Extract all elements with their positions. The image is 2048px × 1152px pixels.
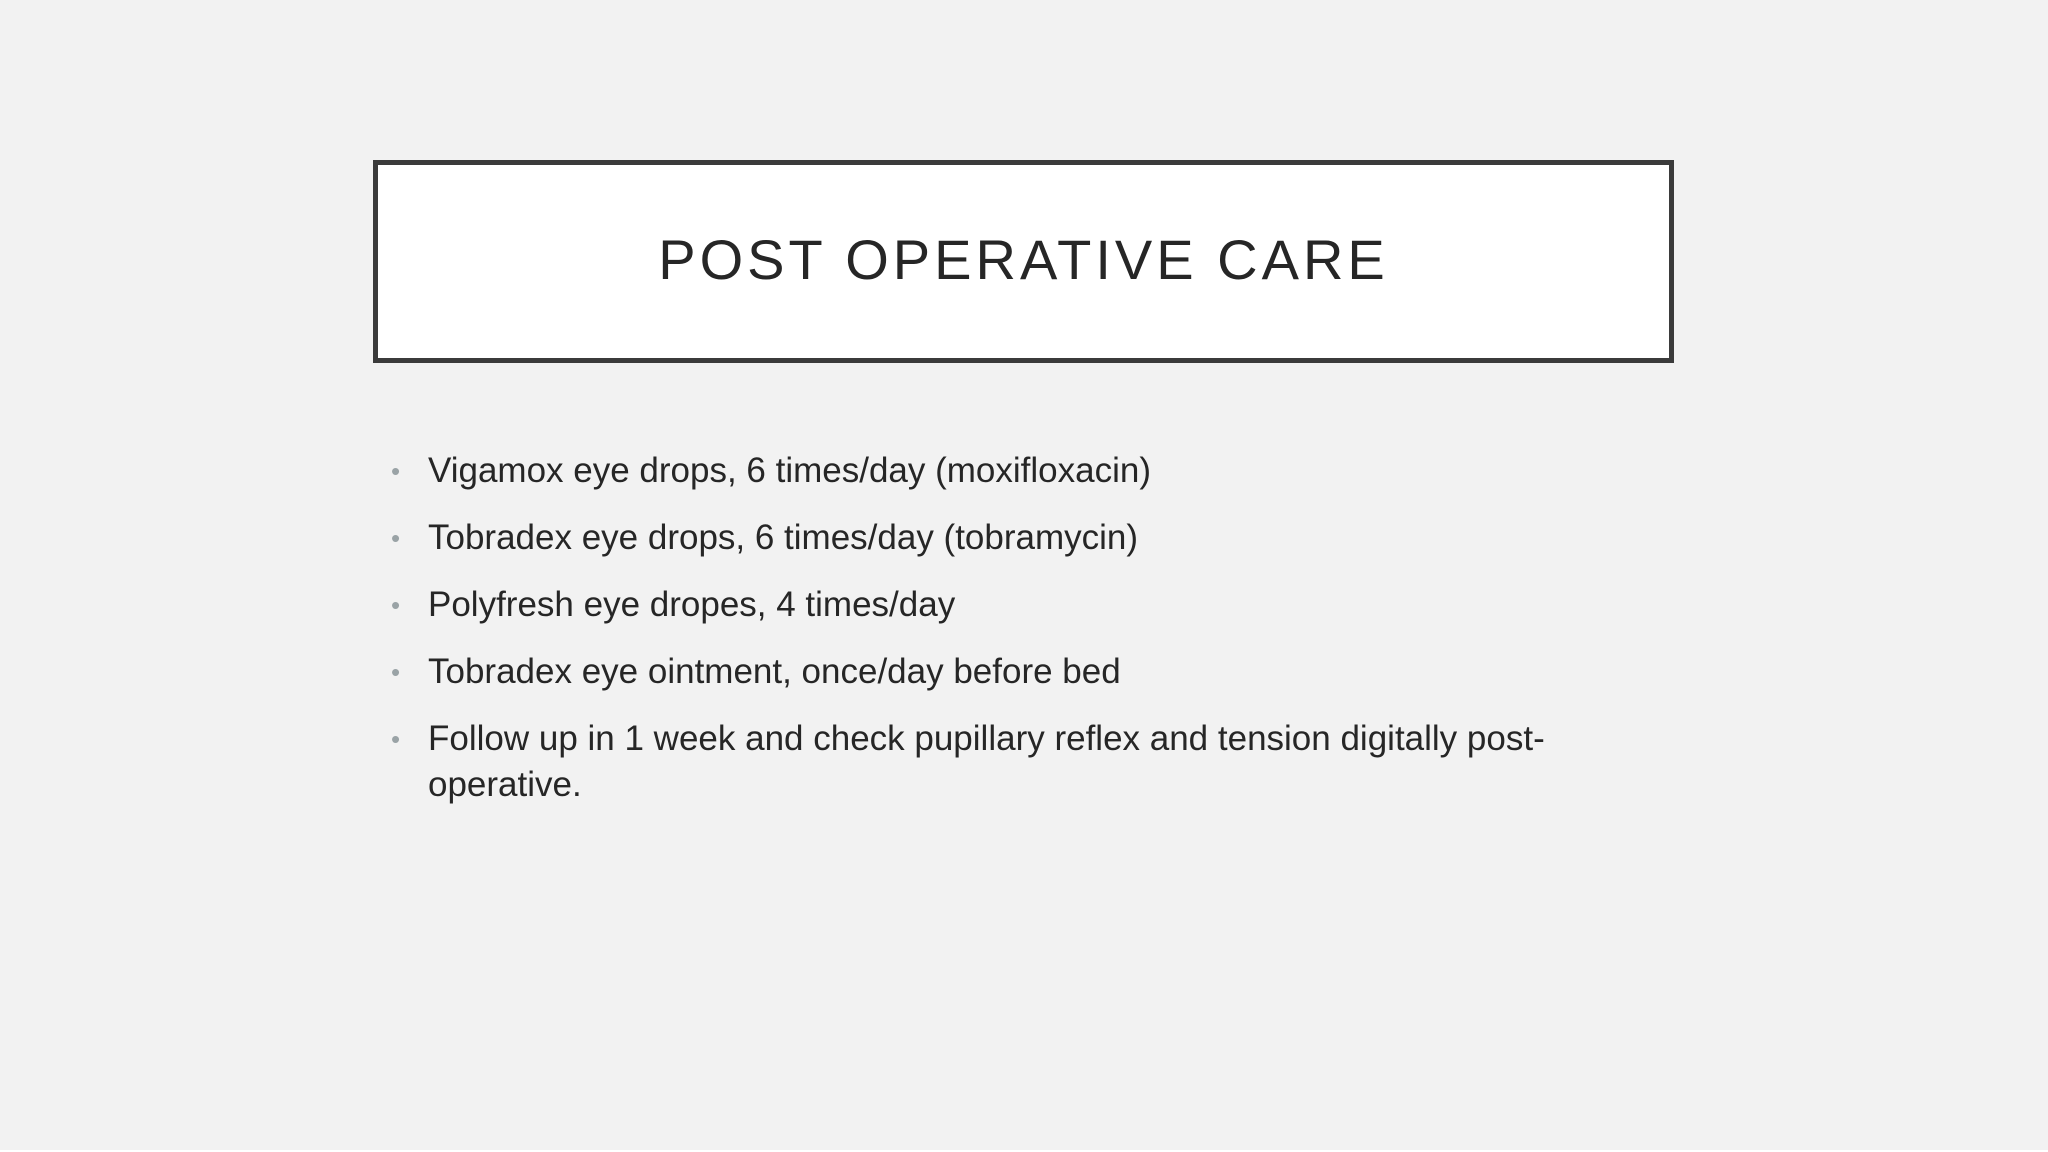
list-item: [384, 515, 1584, 561]
bullet-icon: •: [391, 456, 401, 486]
bullet-text: Tobradex eye drops, 6 times/day (tobramycin): [428, 518, 1139, 557]
bullet-text: Tobradex eye ointment, once/day before bed: [428, 652, 1121, 691]
bullet-icon: •: [391, 523, 401, 553]
bullet-icon: •: [391, 657, 401, 687]
list-item: [384, 649, 1584, 695]
bullet-text: Polyfresh eye dropes, 4 times/day: [428, 585, 956, 624]
bullet-icon: •: [391, 590, 401, 620]
bullet-text: Follow up in 1 week and check pupillary reflex and tension digitally post-operative.: [428, 719, 1545, 804]
title-box: [373, 160, 1674, 363]
bullet-icon: •: [391, 724, 401, 754]
list-item: [384, 582, 1584, 628]
list-item: [384, 448, 1584, 494]
list-item: [384, 716, 1584, 808]
bullet-text: Vigamox eye drops, 6 times/day (moxifloxacin): [428, 451, 1151, 490]
bullet-list: [384, 448, 1584, 829]
slide-title: POST OPERATIVE CARE: [658, 228, 1389, 291]
